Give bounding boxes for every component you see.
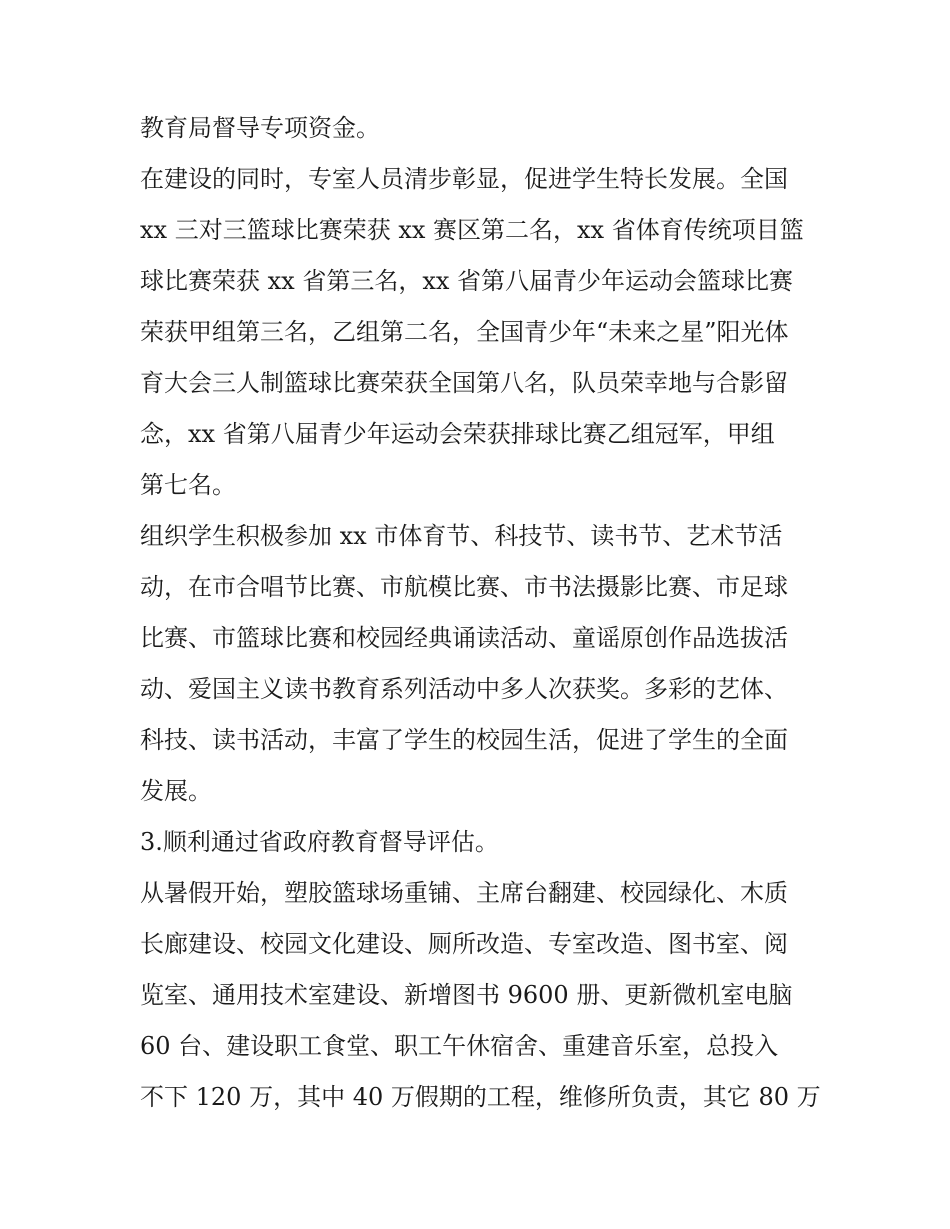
text-line: 育大会三人制篮球比赛荣获全国第八名，队员荣幸地与合影留: [140, 369, 788, 397]
text-line: 科技、读书活动，丰富了学生的校园生活，促进了学生的全面: [140, 726, 788, 754]
text-line: 在建设的同时，专室人员清步彰显，促进学生特长发展。全国: [140, 165, 788, 193]
text-line: xx 三对三篮球比赛荣获 xx 赛区第二名，xx 省体育传统项目篮: [140, 216, 804, 244]
text-line: 60 台、建设职工食堂、职工午休宿舍、重建音乐室，总投入: [140, 1032, 779, 1060]
text-line: 荣获甲组第三名，乙组第二名，全国青少年“未来之星”阳光体: [140, 318, 789, 346]
text-line: 球比赛荣获 xx 省第三名，xx 省第八届青少年运动会篮球比赛: [140, 267, 794, 295]
text-line: 览室、通用技术室建设、新增图书 9600 册、更新微机室电脑: [140, 981, 793, 1009]
text-line: 组织学生积极参加 xx 市体育节、科技节、读书节、艺术节活: [140, 522, 783, 550]
text-line: 念，xx 省第八届青少年运动会荣获排球比赛乙组冠军，甲组: [140, 420, 775, 448]
text-line: 发展。: [140, 777, 212, 805]
text-line: 长廊建设、校园文化建设、厕所改造、专室改造、图书室、阅: [140, 930, 788, 958]
text-line: 第七名。: [140, 471, 236, 499]
text-line: 从暑假开始，塑胶篮球场重铺、主席台翻建、校园绿化、木质: [140, 879, 788, 907]
text-line: 动，在市合唱节比赛、市航模比赛、市书法摄影比赛、市足球: [140, 573, 788, 601]
section-heading: 3.顺利通过省政府教育督导评估。: [140, 828, 499, 856]
text-line: 教育局督导专项资金。: [140, 114, 380, 142]
text-line: 不下 120 万，其中 40 万假期的工程，维修所负责，其它 80 万: [140, 1083, 821, 1111]
text-line: 动、爱国主义读书教育系列活动中多人次获奖。多彩的艺体、: [140, 675, 788, 703]
text-line: 比赛、市篮球比赛和校园经典诵读活动、童谣原创作品选拔活: [140, 624, 788, 652]
document-body: [140, 103, 820, 1123]
